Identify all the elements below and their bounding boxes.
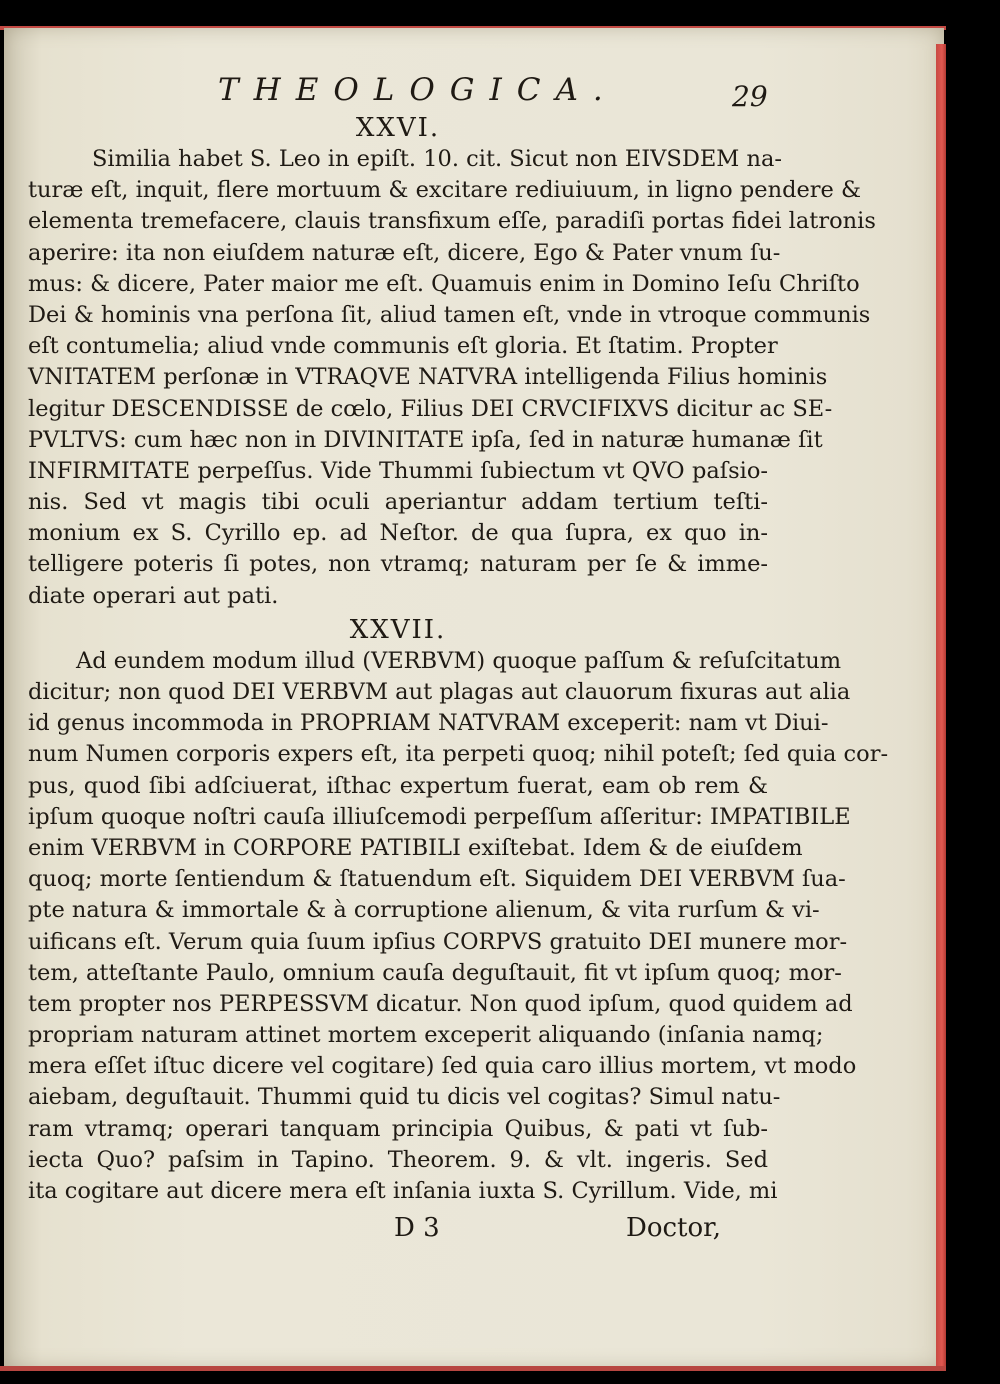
text-line: id genus incommoda in PROPRIAM NATVRAM exceperit: nam vt Diui- (28, 710, 829, 737)
text-line: aiebam, deguſtauit. Thummi quid tu dicis vel cogitas? Simul natu- (28, 1084, 781, 1111)
text-line: uificans eſt. Verum quia ſuum ipſius CORPVS gratuito DEI munere mor- (28, 928, 848, 955)
text-line: nis. Sed vt magis tibi oculi aperiantur addam tertium teſti- (28, 489, 768, 516)
text-line: mus: & dicere, Pater maior me eſt. Quamuis enim in Domino Ieſu Chriſto (28, 270, 860, 297)
text-line: turæ eſt, inquit, flere mortuum & excitare rediuiuum, in ligno pendere & (28, 177, 862, 204)
page-footer (28, 1213, 768, 1253)
text-line: ram vtramq; operari tanquam principia Quibus, & pati vt ſub- (28, 1115, 768, 1142)
signature-mark: D 3 (394, 1213, 440, 1244)
text-line: Ad eundem modum illud (VERBVM) quoque paſſum & reſuſcitatum (76, 647, 842, 674)
text-line: propriam naturam attinet mortem exceperit aliquando (inſania namq; (28, 1022, 824, 1049)
text-line: diate operari aut pati. (28, 582, 279, 609)
page-number: 29 (732, 80, 768, 113)
red-page-edge-bottom (0, 1366, 946, 1371)
text-line: telligere poteris ſi potes, non vtramq; naturam per ſe & imme- (28, 551, 768, 578)
text-line: quoq; morte ſentiendum & ſtatuendum eſt. Siquidem DEI VERBVM ſua- (28, 866, 846, 893)
section-27-paragraph (28, 646, 889, 1207)
text-line: ita cogitare aut dicere mera eſt inſania iuxta S. Cyrillum. Vide, mi (28, 1178, 778, 1204)
text-line: elementa tremefacere, clauis transfixum eſſe, paradiſi portas fidei latronis (28, 208, 876, 235)
red-page-edge-right (936, 44, 946, 1370)
text-column (28, 64, 889, 1253)
text-line: VNITATEM perſonæ in VTRAQVE NATVRA intelligenda Filius hominis (28, 364, 828, 391)
text-line: dicitur; non quod DEI VERBVM aut plagas aut clauorum fixuras aut alia (28, 679, 851, 705)
running-head (28, 64, 768, 113)
text-line: INFIRMITATE perpeſſus. Vide Thummi ſubiectum vt QVO paſsio- (28, 457, 768, 484)
text-line: ipſum quoque noſtri cauſa illiuſcemodi perpeſſum aſſeritur: IMPATIBILE (28, 803, 851, 830)
text-line: tem, atteſtante Paulo, omnium cauſa deguſtauit, fit vt ipſum quoq; mor- (28, 959, 842, 986)
section-heading-26: XXVI. (355, 113, 441, 143)
text-line: eſt contumelia; aliud vnde communis eſt gloria. Et ſtatim. Propter (28, 333, 778, 360)
text-line: aperire: ita non eiuſdem naturæ eſt, dicere, Ego & Pater vnum ſu- (28, 239, 781, 266)
section-26-paragraph (28, 144, 876, 612)
text-line: num Numen corporis expers eſt, ita perpeti quoq; nihil poteſt; ſed quia cor- (28, 741, 889, 768)
text-line: monium ex S. Cyrillo ep. ad Neſtor. de qua ſupra, ex quo in- (28, 520, 768, 547)
text-line: legitur DESCENDISSE de cœlo, Filius DEI CRVCIFIXVS dicitur ac SE- (28, 395, 833, 422)
text-line: pus, quod ſibi adſciuerat, iſthac expertum fuerat, eam ob rem & (28, 772, 768, 799)
text-line: iecta Quo? paſsim in Tapino. Theorem. 9. & vlt. ingeris. Sed (28, 1146, 768, 1173)
text-line: mera eſſet iſtuc dicere vel cogitare) ſed quia caro illius mortem, vt modo (28, 1053, 857, 1080)
text-line: enim VERBVM in CORPORE PATIBILI exiſtebat. Idem & de eiuſdem (28, 834, 803, 861)
running-title: THEOLOGICA. (218, 72, 618, 108)
catchword: Doctor, (626, 1213, 721, 1244)
text-line: PVLTVS: cum hæc non in DIVINITATE ipſa, ſed in naturæ humanæ ſit (28, 426, 823, 453)
text-line: Similia habet S. Leo in epiſt. 10. cit. Sicut non EIVSDEM na- (92, 146, 783, 172)
section-heading-27: XXVII. (349, 614, 447, 645)
text-line: pte natura & immortale & à corruptione alienum, & vita rurſum & vi- (28, 897, 820, 924)
text-line: tem propter nos PERPESSVM dicatur. Non quod ipſum, quod quidem ad (28, 990, 853, 1017)
text-line: Dei & hominis vna perſona ſit, aliud tamen eſt, vnde in vtroque communis (28, 301, 871, 328)
